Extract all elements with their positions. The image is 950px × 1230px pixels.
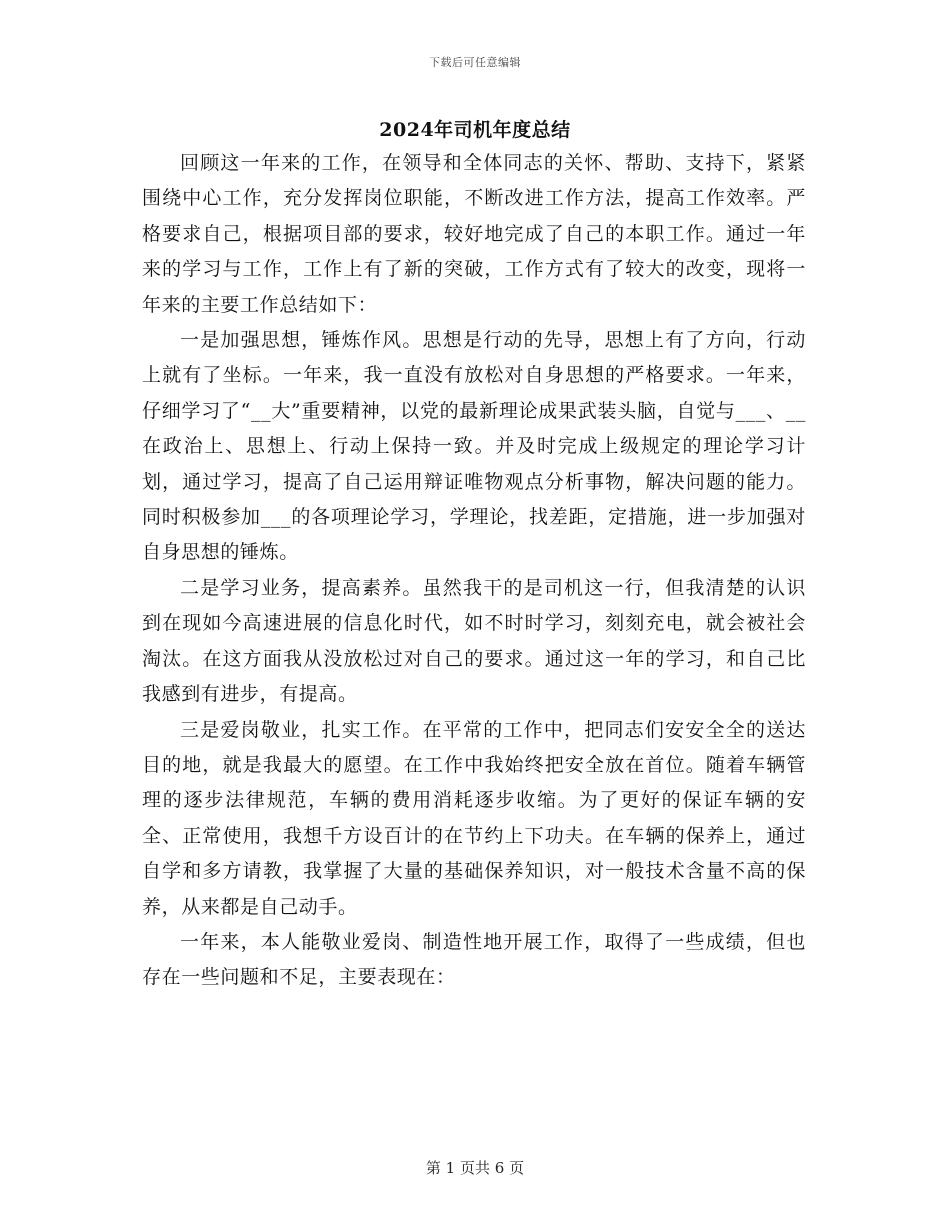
page-indicator: 第 1 页共 6 页 xyxy=(425,1159,525,1177)
paragraph-study: 二是学习业务，提高素养。虽然我干的是司机这一行，但我清楚的认识到在现如今高速进展的信息化时代，如不时时学习，刻刻充电，就会被社会淘汰。在这方面我从没放松过对自己的要求。通过这一年的学习，和自己比我感到有进步，有提高。 xyxy=(142,576,806,706)
paragraph-summary: 一年来，本人能敬业爱岗、制造性地开展工作，取得了一些成绩，但也存在一些问题和不足，主要表现在： xyxy=(142,930,806,989)
paragraph-thought: 一是加强思想，锤炼作风。思想是行动的先导，思想上有了方向，行动上就有了坐标。一年来，我一直没有放松对自身思想的严格要求。一年来，仔细学习了“__大”重要精神，以党的最新理论成果武装头脑，自觉与___、__在政治上、思想上、行动上保持一致。并及时完成上级规定的理论学习计划，通过学习，提高了自己运用辩证唯物观点分析事物，解决问题的能力。同时积极参加___的各项理论学习，学理论，找差距，定措施，进一步加强对自身思想的锤炼。 xyxy=(142,329,806,564)
paragraph-work: 三是爱岗敬业，扎实工作。在平常的工作中，把同志们安安全全的送达目的地，就是我最大的愿望。在工作中我始终把安全放在首位。随着车辆管理的逐步法律规范，车辆的费用消耗逐步收缩。为了更好的保证车辆的安全、正常使用，我想千方设百计的在节约上下功夫。在车辆的保养上，通过自学和多方请教，我掌握了大量的基础保养知识，对一般技术含量不高的保养，从来都是自己动手。 xyxy=(142,718,806,918)
document-title: 2024年司机年度总结 xyxy=(379,119,571,141)
paragraph-intro: 回顾这一年来的工作，在领导和全体同志的关怀、帮助、支持下，紧紧围绕中心工作，充分发挥岗位职能，不断改进工作方法，提高工作效率。严格要求自己，根据项目部的要求，较好地完成了自己的本职工作。通过一年来的学习与工作，工作上有了新的突破，工作方式有了较大的改变，现将一年来的主要工作总结如下： xyxy=(142,152,806,316)
header-note: 下载后可任意编辑 xyxy=(429,56,521,69)
document-body xyxy=(142,146,806,996)
